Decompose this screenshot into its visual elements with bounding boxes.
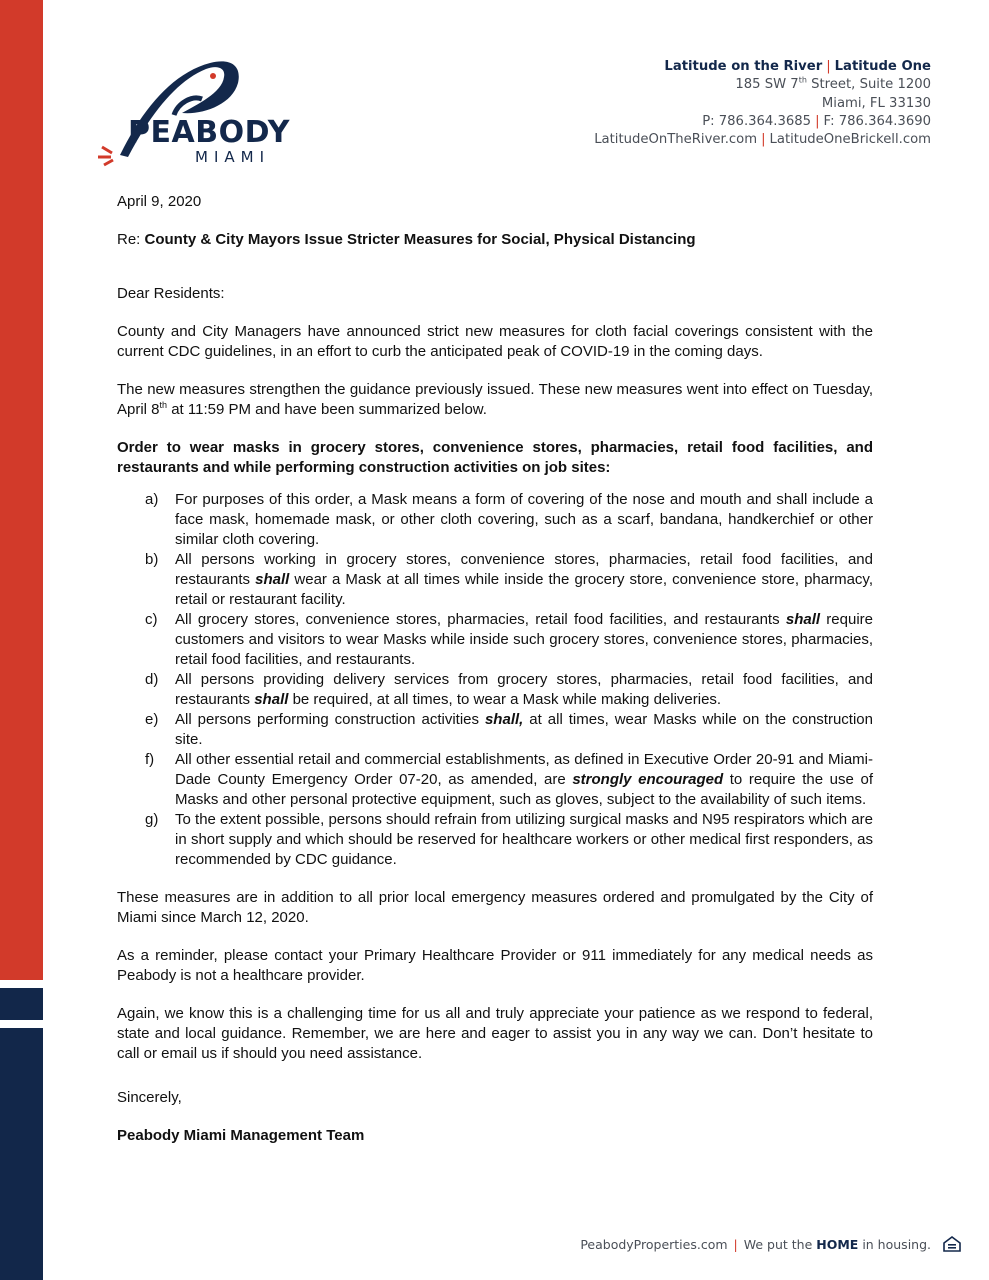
paragraph-1: County and City Managers have announced strict new measures for cloth facial coverings consistent with the current CDC guidelines, in an effort to curb the anticipated peak of COVID-19 in the coming days. <box>117 323 873 360</box>
list-item-text: to require the use of Masks and other personal protective equipment, such as gloves, subject to the availability of such items. <box>175 771 873 808</box>
list-item <box>117 810 873 870</box>
street-ordinal: th <box>798 75 807 85</box>
list-item <box>117 550 873 610</box>
property-name-1: Latitude on the River <box>664 59 823 74</box>
tagline <box>744 1237 931 1252</box>
list-item <box>117 610 873 670</box>
tagline-emphasis: HOME <box>816 1236 859 1252</box>
emphasis: shall, <box>484 711 524 728</box>
list-marker: d) <box>145 671 159 688</box>
list-item-text: at all times, wear Masks while on the construction site. <box>175 711 873 748</box>
phone-number: P: 786.364.3685 <box>702 113 812 129</box>
emphasis: shall <box>255 571 290 588</box>
footer <box>580 1236 961 1252</box>
separator: | <box>733 1236 738 1252</box>
logo-subtitle: MIAMI <box>195 148 270 166</box>
emphasis: shall <box>254 691 289 708</box>
list-item-text: All persons performing construction activities <box>175 711 485 728</box>
letter-date: April 9, 2020 <box>117 193 202 210</box>
list-marker: a) <box>145 491 159 508</box>
fax-number: F: 786.364.3690 <box>823 113 931 129</box>
brand-bar-red <box>0 0 43 980</box>
order-heading: Order to wear masks in grocery stores, convenience stores, pharmacies, retail food facilities, and restaurants and while performing construction activities on job sites: <box>117 439 873 476</box>
city-line: Miami, FL 33130 <box>821 95 931 111</box>
list-item-text: All persons working in grocery stores, convenience stores, pharmacies, retail food facilities, and restaurants <box>175 551 873 588</box>
tagline-text: We put the <box>743 1236 817 1252</box>
closing: Sincerely, <box>117 1089 182 1106</box>
peabody-logo <box>92 55 302 170</box>
subject-label: Re: <box>117 231 145 248</box>
separator: | <box>826 59 831 74</box>
paragraph-2-text: The new measures strengthen the guidance previously issued. These new measures went into effect on Tuesday, April 8 <box>117 381 873 418</box>
brand-bar-navy-long <box>0 1028 43 1280</box>
paragraph-4: As a reminder, please contact your Primary Healthcare Provider or 911 immediately for any medical needs as Peabody is not a healthcare provider. <box>117 947 873 984</box>
paragraph-2 <box>117 380 873 420</box>
website-link-2[interactable]: LatitudeOneBrickell.com <box>769 132 931 148</box>
list-marker: c) <box>145 611 158 628</box>
subject-line <box>117 230 873 250</box>
property-name-2: Latitude One <box>834 59 931 74</box>
header-address-block <box>594 58 931 149</box>
list-item <box>117 750 873 810</box>
list-marker: g) <box>145 811 159 828</box>
order-list <box>117 490 873 870</box>
list-item-text: All other essential retail and commercial establishments, as defined in Executive Order 20-91 and Miami-Dade County Emergency Order 07-20, as amended, are <box>175 751 873 788</box>
property-names <box>594 58 931 76</box>
list-marker: e) <box>145 711 159 728</box>
emphasis: strongly encouraged <box>572 771 724 788</box>
emphasis: shall <box>785 611 821 628</box>
tagline-suffix: in housing. <box>858 1236 931 1252</box>
list-item-text: For purposes of this order, a Mask means a form of covering of the nose and mouth and shall include a face mask, homemade mask, or other cloth covering, such as a scarf, bandana, handkerchief or other similar cloth covering. <box>175 491 873 548</box>
list-item-text: require customers and visitors to wear Masks while inside such grocery stores, convenience stores, pharmacies, retail food facilities, and restaurants. <box>175 611 874 668</box>
brand-bar-navy-short <box>0 988 43 1020</box>
street-suffix: Street, Suite 1200 <box>806 77 931 93</box>
date-ordinal: th <box>159 400 168 410</box>
paragraph-2-suffix: at 11:59 PM and have been summarized below. <box>167 401 487 418</box>
list-item-text: All persons providing delivery services from grocery stores, pharmacies, retail food facilities, and restaurants <box>175 671 873 708</box>
phone-line <box>594 113 931 131</box>
list-item-text: To the extent possible, persons should refrain from utilizing surgical masks and N95 respirators which are in short supply and which should be reserved for healthcare workers or other medical first responders, as recommended by CDC guidance. <box>175 811 873 868</box>
list-marker: f) <box>145 751 155 768</box>
separator: | <box>761 132 766 148</box>
list-marker: b) <box>145 551 159 568</box>
paragraph-5: Again, we know this is a challenging time for us all and truly appreciate your patience as we respond to federal, state and local guidance. Remember, we are here and eager to assist you in any way we can. Don’t hesitate to call or email us if should you need assistance. <box>117 1005 873 1062</box>
subject-text: County & City Mayors Issue Stricter Measures for Social, Physical Distancing <box>144 231 696 248</box>
logo-wordmark: PEABODY <box>128 115 291 150</box>
list-item-text: All grocery stores, convenience stores, pharmacies, retail food facilities, and restaurants <box>175 611 786 628</box>
street-address <box>594 76 931 94</box>
list-item <box>117 490 873 550</box>
websites-line <box>594 131 931 149</box>
list-item-text: wear a Mask at all times while inside the grocery store, convenience store, pharmacy, retail or restaurant facility. <box>175 571 873 608</box>
street-text: 185 SW 7 <box>735 77 799 93</box>
signature: Peabody Miami Management Team <box>117 1127 365 1144</box>
footer-website-link[interactable]: PeabodyProperties.com <box>580 1236 728 1252</box>
greeting: Dear Residents: <box>117 285 225 302</box>
list-item-text: be required, at all times, to wear a Mask while making deliveries. <box>288 691 722 708</box>
letter-body <box>117 192 873 1146</box>
equal-housing-icon <box>943 1236 961 1252</box>
list-item <box>117 670 873 710</box>
separator: | <box>815 113 820 129</box>
paragraph-3: These measures are in addition to all prior local emergency measures ordered and promulgated by the City of Miami since March 12, 2020. <box>117 889 873 926</box>
list-item <box>117 710 873 750</box>
website-link-1[interactable]: LatitudeOnTheRiver.com <box>594 132 758 148</box>
